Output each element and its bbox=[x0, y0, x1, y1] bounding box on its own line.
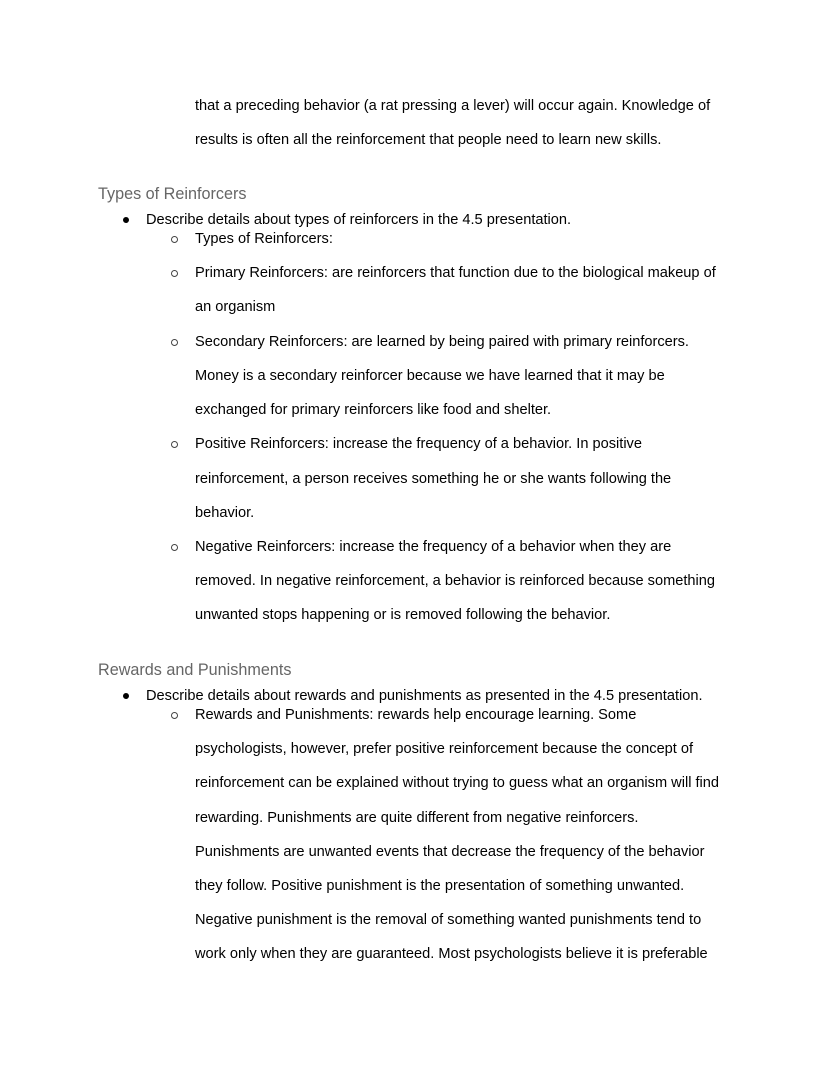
bullet-circle-icon bbox=[171, 236, 178, 243]
section-heading: Rewards and Punishments bbox=[98, 661, 292, 679]
subitem-text: Negative Reinforcers: increase the frequency of a behavior when they are bbox=[195, 539, 672, 555]
subitem-text: Punishments are unwanted events that decrease the frequency of the behavior bbox=[195, 844, 705, 860]
section-heading: Types of Reinforcers bbox=[98, 185, 247, 203]
bullet-disc-icon bbox=[123, 217, 129, 223]
subitem-text: Rewards and Punishments: rewards help encourage learning. Some bbox=[195, 707, 637, 723]
text-line: that a preceding behavior (a rat pressing a lever) will occur again. Knowledge of bbox=[195, 98, 711, 114]
bullet-text: Describe details about types of reinforcers in the 4.5 presentation. bbox=[146, 212, 572, 228]
bullet-circle-icon bbox=[171, 544, 178, 551]
subitem-text: Types of Reinforcers: bbox=[195, 231, 333, 247]
bullet-disc-icon bbox=[123, 693, 129, 699]
subitem-text: Money is a secondary reinforcer because we have learned that it may be bbox=[195, 368, 665, 384]
subitem-text: they follow. Positive punishment is the presentation of something unwanted. bbox=[195, 878, 685, 894]
subitem-text: exchanged for primary reinforcers like food and shelter. bbox=[195, 402, 552, 418]
subitem-text: Positive Reinforcers: increase the frequency of a behavior. In positive bbox=[195, 436, 642, 452]
subitem-text: reinforcement, a person receives something he or she wants following the bbox=[195, 471, 672, 487]
subitem-text: rewarding. Punishments are quite different from negative reinforcers. bbox=[195, 810, 639, 826]
subitem-text: an organism bbox=[195, 299, 276, 315]
subitem-text: Primary Reinforcers: are reinforcers that function due to the biological makeup of bbox=[195, 265, 716, 281]
subitem-text: behavior. bbox=[195, 505, 255, 521]
subitem-text: reinforcement can be explained without trying to guess what an organism will find bbox=[195, 775, 720, 791]
subitem-text: work only when they are guaranteed. Most psychologists believe it is preferable bbox=[195, 946, 708, 962]
subitem-text: unwanted stops happening or is removed following the behavior. bbox=[195, 607, 611, 623]
subitem-text: Secondary Reinforcers: are learned by being paired with primary reinforcers. bbox=[195, 334, 689, 350]
bullet-circle-icon bbox=[171, 270, 178, 277]
bullet-circle-icon bbox=[171, 339, 178, 346]
subitem-text: psychologists, however, prefer positive reinforcement because the concept of bbox=[195, 741, 694, 757]
bullet-circle-icon bbox=[171, 712, 178, 719]
bullet-text: Describe details about rewards and punishments as presented in the 4.5 presentation. bbox=[146, 688, 703, 704]
text-line: results is often all the reinforcement that people need to learn new skills. bbox=[195, 132, 662, 148]
subitem-text: Negative punishment is the removal of something wanted punishments tend to bbox=[195, 912, 702, 928]
bullet-circle-icon bbox=[171, 441, 178, 448]
subitem-text: removed. In negative reinforcement, a behavior is reinforced because something bbox=[195, 573, 715, 589]
